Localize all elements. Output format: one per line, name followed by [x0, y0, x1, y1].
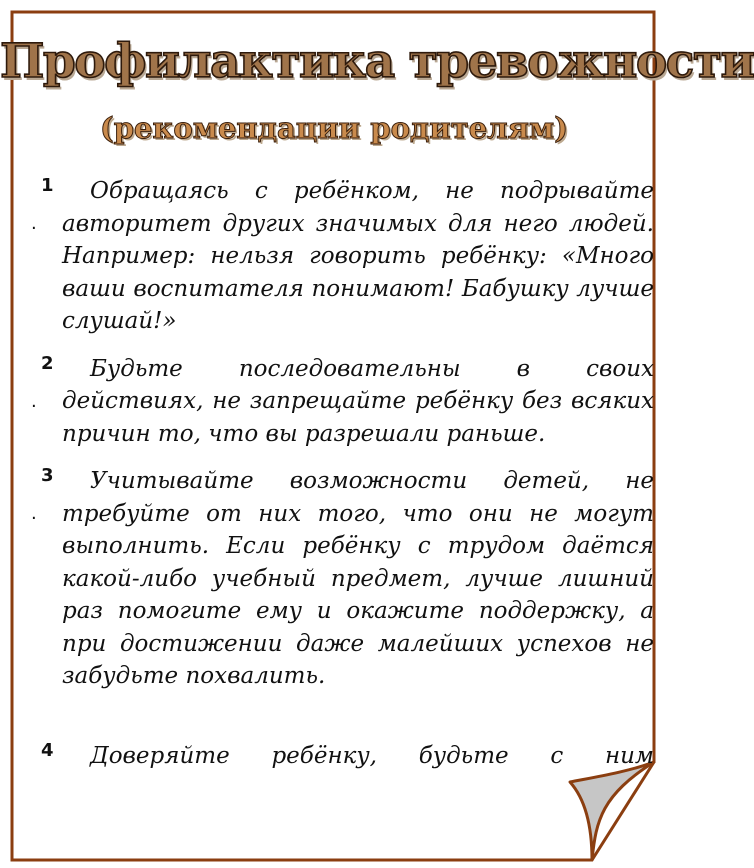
- item-marker: .: [31, 390, 37, 412]
- list-item: [31, 175, 654, 338]
- list-item: [36, 740, 654, 773]
- clipped-item-container: [36, 740, 654, 782]
- item-text: Доверяйте ребёнку, будьте с ним: [90, 743, 654, 769]
- page-title: Профилактика тревожности: [0, 34, 754, 89]
- item-text: Будьте последовательны в своих действиях, не запрещайте ребёнку без всяких причин то, что вы разрешали раньше.: [62, 355, 654, 447]
- page-subtitle: (рекомендации родителям): [100, 111, 568, 145]
- item-text: Обращаясь с ребёнком, не подрывайте авторитет других значимых для него людей. Например: нельзя говорить ребёнку: «Много ваши воспитателя понимают! Бабушку лучше слушай!»: [62, 178, 654, 334]
- item-text: Учитывайте возможности детей, не требуйте от них того, что они не могут выполнить. Если ребёнку с трудом даётся какой-либо учебный предмет, лучше лишний раз помогите ему и окажите поддержку, а при достижении даже малейших успехов не забудьте похвалить.: [62, 468, 654, 689]
- list-item: [31, 465, 654, 693]
- item-number: 2: [41, 352, 54, 374]
- item-number: 1: [41, 175, 54, 196]
- item-marker: .: [31, 213, 37, 234]
- recommendation-list: [31, 175, 654, 708]
- item-number: 3: [41, 465, 54, 486]
- item-marker: .: [31, 503, 37, 524]
- list-item: [31, 352, 654, 451]
- item-number: 4: [41, 740, 54, 761]
